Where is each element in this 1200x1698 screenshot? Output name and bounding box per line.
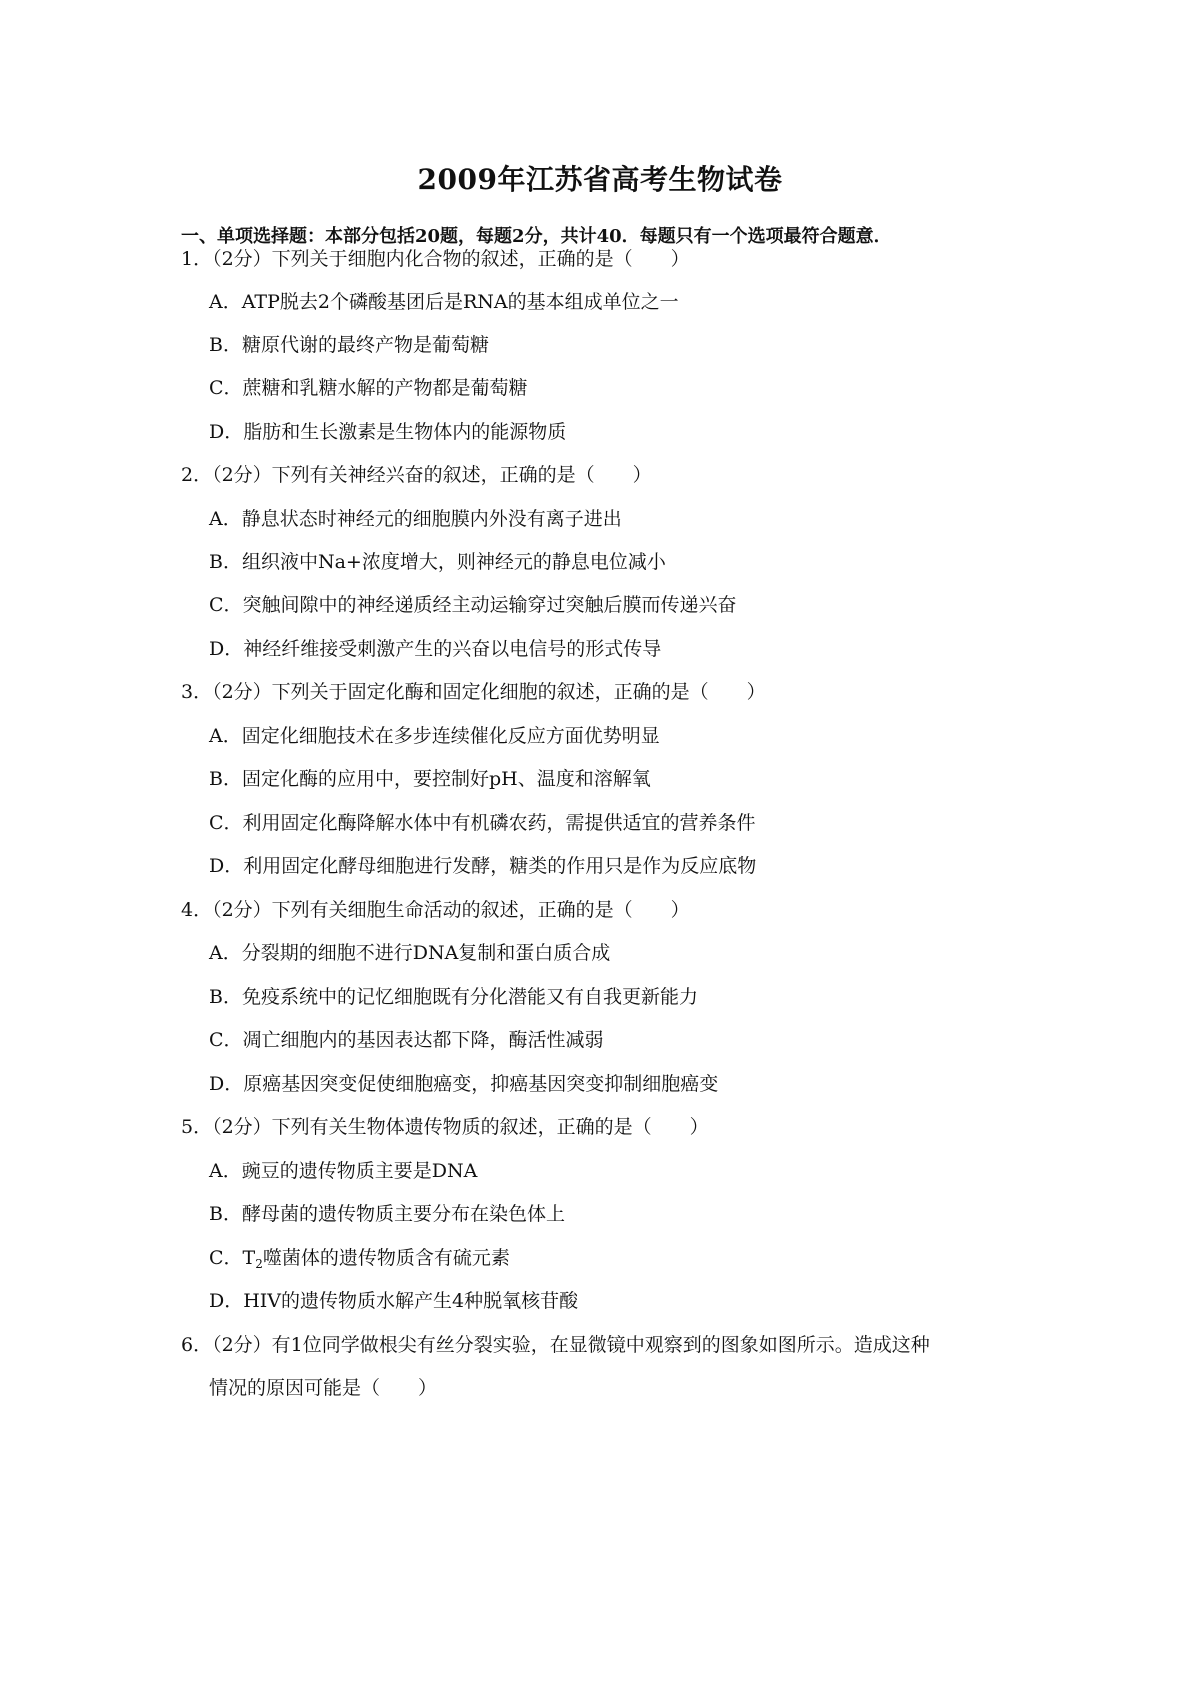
question-2-option-c: C．突触间隙中的神经递质经主动运输穿过突触后膜而传递兴奋 bbox=[209, 594, 737, 616]
question-2-option-d: D．神经纤维接受刺激产生的兴奋以电信号的形式传导 bbox=[209, 638, 662, 660]
question-3-option-c: C．利用固定化酶降解水体中有机磷农药，需提供适宜的营养条件 bbox=[209, 812, 756, 834]
question-3-stem: 3．（2分）下列关于固定化酶和固定化细胞的叙述，正确的是（ ） bbox=[181, 681, 766, 703]
question-4-option-d: D．原癌基因突变促使细胞癌变，抑癌基因突变抑制细胞癌变 bbox=[209, 1073, 719, 1095]
question-1-option-b: B．糖原代谢的最终产物是葡萄糖 bbox=[209, 334, 489, 356]
question-1-option-d: D．脂肪和生长激素是生物体内的能源物质 bbox=[209, 421, 567, 443]
question-6-stem-line-2: 情况的原因可能是（ ） bbox=[209, 1377, 438, 1399]
question-2-option-a: A．静息状态时神经元的细胞膜内外没有离子进出 bbox=[209, 508, 622, 530]
question-6-stem-line-1: 6．（2分）有1位同学做根尖有丝分裂实验，在显微镜中观察到的图象如图所示。造成这种 bbox=[181, 1334, 930, 1356]
question-1-option-a: A．ATP脱去2个磷酸基团后是RNA的基本组成单位之一 bbox=[209, 291, 679, 313]
question-5-option-d: D．HIV的遗传物质水解产生4种脱氧核苷酸 bbox=[209, 1290, 579, 1312]
question-2-stem: 2．（2分）下列有关神经兴奋的叙述，正确的是（ ） bbox=[181, 464, 652, 486]
section-heading: 一、单项选择题：本部分包括20题，每题2分，共计40．每题只有一个选项最符合题意． bbox=[181, 226, 892, 247]
question-3-option-d: D．利用固定化酵母细胞进行发酵，糖类的作用只是作为反应底物 bbox=[209, 855, 757, 877]
question-4-option-b: B．免疫系统中的记忆细胞既有分化潜能又有自我更新能力 bbox=[209, 986, 698, 1008]
option-c-subscript: 2 bbox=[255, 1257, 263, 1271]
question-4-option-c: C．凋亡细胞内的基因表达都下降，酶活性减弱 bbox=[209, 1029, 604, 1051]
question-5-stem: 5．（2分）下列有关生物体遗传物质的叙述，正确的是（ ） bbox=[181, 1116, 709, 1138]
question-5-option-c bbox=[209, 1246, 510, 1276]
question-4-stem: 4．（2分）下列有关细胞生命活动的叙述，正确的是（ ） bbox=[181, 899, 690, 921]
question-4-option-a: A．分裂期的细胞不进行DNA复制和蛋白质合成 bbox=[209, 942, 611, 964]
option-c-prefix: C．T bbox=[209, 1247, 256, 1269]
question-5-option-a: A．豌豆的遗传物质主要是DNA bbox=[209, 1160, 478, 1182]
question-5-option-b: B．酵母菌的遗传物质主要分布在染色体上 bbox=[209, 1203, 565, 1225]
question-1-stem: 1．（2分）下列关于细胞内化合物的叙述，正确的是（ ） bbox=[181, 248, 690, 270]
exam-title: 2009年江苏省高考生物试卷 bbox=[417, 163, 783, 196]
question-3-option-b: B．固定化酶的应用中，要控制好pH、温度和溶解氧 bbox=[209, 768, 651, 790]
question-2-option-b: B．组织液中Na+浓度增大，则神经元的静息电位减小 bbox=[209, 551, 666, 573]
option-c-suffix: 噬菌体的遗传物质含有硫元素 bbox=[262, 1247, 510, 1269]
question-3-option-a: A．固定化细胞技术在多步连续催化反应方面优势明显 bbox=[209, 725, 660, 747]
question-1-option-c: C．蔗糖和乳糖水解的产物都是葡萄糖 bbox=[209, 377, 528, 399]
